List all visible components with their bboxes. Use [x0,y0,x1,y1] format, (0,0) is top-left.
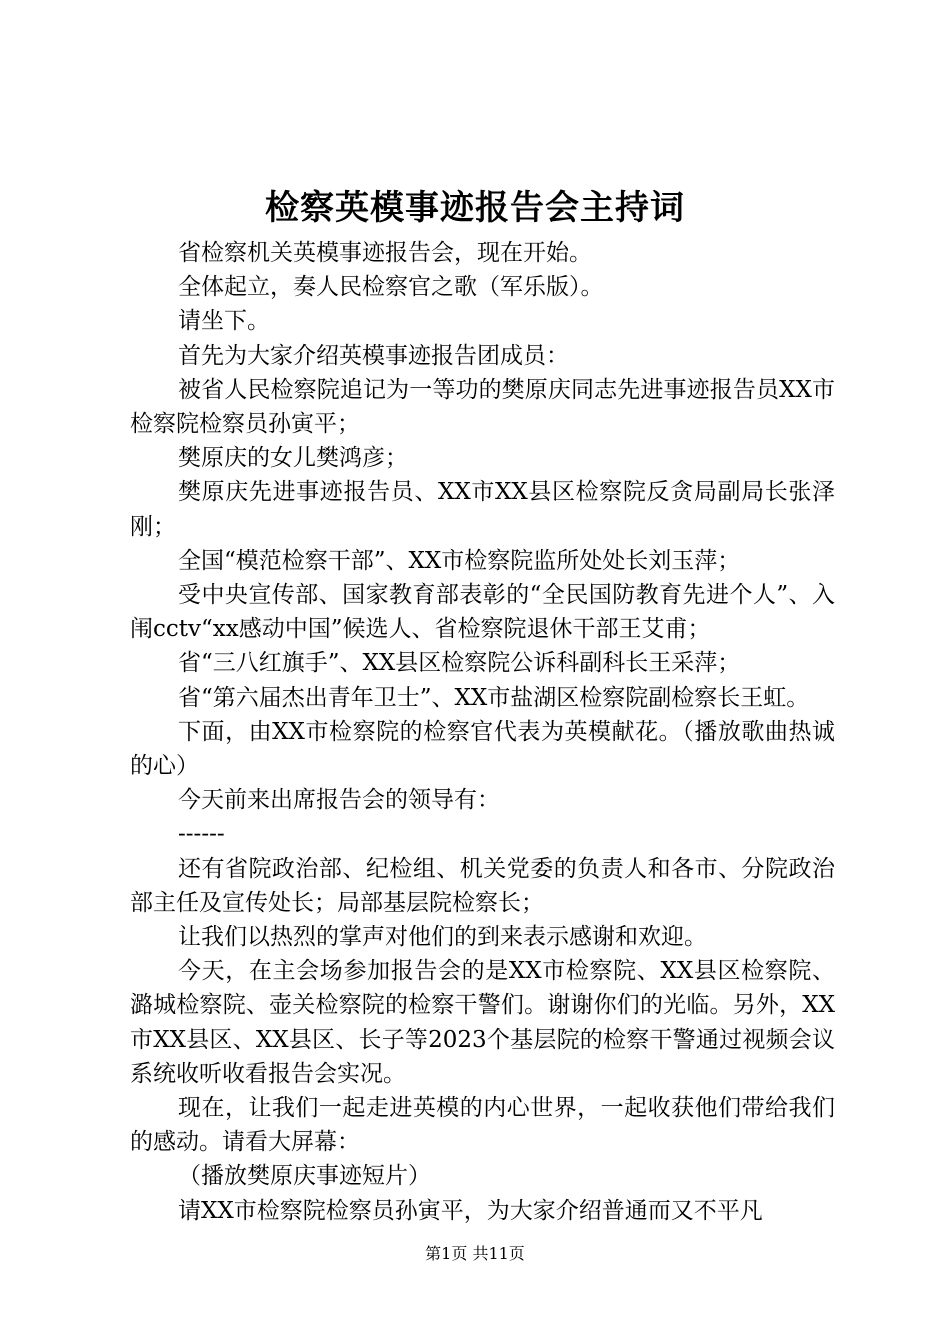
paragraph: 樊原庆先进事迹报告员、XX市XX县区检察院反贪局副局长张泽刚； [130,479,835,540]
paragraph: 请XX市检察院检察员孙寅平，为大家介绍普通而又不平凡 [178,1197,763,1224]
paragraph: 还有省院政治部、纪检组、机关党委的负责人和各市、分院政治部主任及宣传处长；局部基层院检察长； [130,855,835,916]
paragraph: 下面，由XX市检察院的检察官代表为英模献花。（播放歌曲热诚的心） [130,718,835,780]
paragraph: 省检察机关英模事迹报告会，现在开始。 [178,240,592,266]
paragraph: 全国“模范检察干部”、XX市检察院监所处处长刘玉萍； [178,547,741,574]
paragraph: 今天前来出席报告会的领导有： [178,787,500,814]
paragraph: 全体起立，奏人民检察官之歌（军乐版）。 [178,274,604,301]
paragraph: 请坐下。 [178,308,270,335]
paragraph: 被省人民检察院追记为一等功的樊原庆同志先进事迹报告员XX市检察院检察员孙寅平； [130,376,835,438]
paragraph: 今天，在主会场参加报告会的是XX市检察院、XX县区检察院、潞城检察院、壶关检察院的检察干警们。谢谢你们的光临。另外，XX市XX县区、XX县区、长子等2023个基层院的检察干警通过视频会议系统收听收看报告会实况。 [130,958,835,1087]
paragraph: 首先为大家介绍英模事迹报告团成员： [178,342,569,369]
paragraph: 让我们以热烈的掌声对他们的到来表示感谢和欢迎。 [178,924,707,951]
paragraph: 省“第六届杰出青年卫士”、XX市盐湖区检察院副检察长王虹。 [178,684,810,711]
paragraph: 樊原庆的女儿樊鸿彦； [178,445,408,472]
page-footer: 第1页 共11页 [425,1244,525,1263]
document-title: 检察英模事迹报告会主持词 [265,188,685,228]
paragraph: 现在，让我们一起走进英模的内心世界，一起收获他们带给我们的感动。请看大屏幕： [130,1095,835,1156]
paragraph: （播放樊原庆事迹短片） [178,1163,431,1190]
document-body [130,236,835,1228]
paragraph: 省“三八红旗手”、XX县区检察院公诉科副科长王采萍； [178,650,741,677]
paragraph: ------ [178,821,225,848]
paragraph: 受中央宣传部、国家教育部表彰的“全民国防教育先进个人”、入闱cctv“xx感动中国”候选人、省检察院退休干部王艾甫； [130,582,835,643]
